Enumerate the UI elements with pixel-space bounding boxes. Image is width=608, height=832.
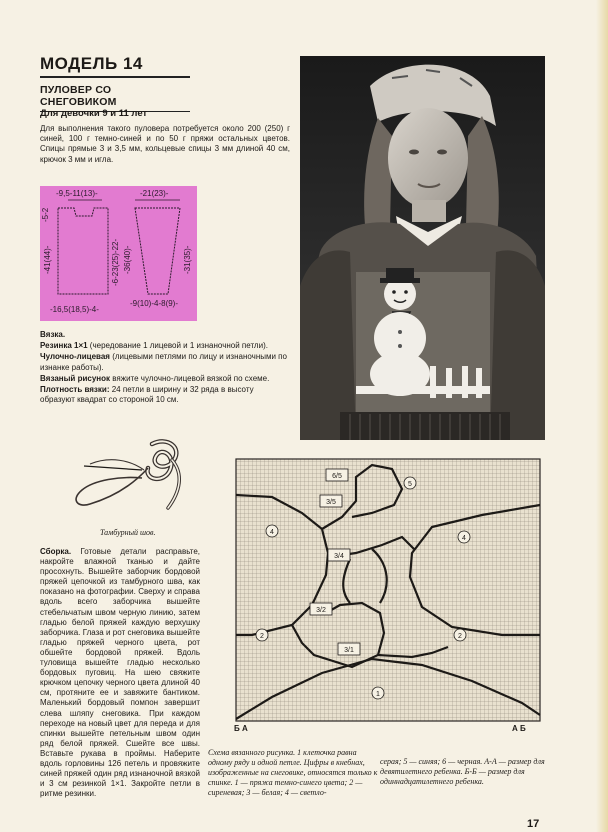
density-label: Плотность вязки: bbox=[40, 385, 110, 395]
front-side-measure: -5-2 bbox=[41, 207, 50, 222]
stitch-caption: Тамбурный шов. bbox=[100, 528, 156, 537]
front-top-measure: -9,5-11(13)- bbox=[56, 189, 98, 198]
chart-label: 3/2 bbox=[316, 607, 326, 614]
chain-stitch-illustration bbox=[60, 426, 190, 526]
density-text: 24 петли в ширину и 32 ряда в высоту образуют квадрат со стороной 10 см. bbox=[40, 385, 254, 405]
page-edge bbox=[596, 0, 608, 832]
rib-label: Резинка 1×1 bbox=[40, 341, 88, 351]
chart-label: 3/4 bbox=[334, 553, 344, 560]
front-mid-measure: -6-23(25)-22- bbox=[111, 238, 120, 286]
sleeve-side-measure: -31(35)- bbox=[183, 245, 192, 274]
chart-label: 3/1 bbox=[344, 647, 354, 654]
jacquard-text: вяжите чулочно-лицевой вязкой по схеме. bbox=[112, 373, 270, 383]
sleeve-top-measure: -21(23)- bbox=[140, 189, 169, 198]
assembly-instructions bbox=[40, 547, 200, 799]
chart-label: 3/5 bbox=[326, 499, 336, 506]
model-photo bbox=[300, 56, 545, 440]
page-number: 17 bbox=[527, 818, 540, 830]
knitting-heading: Вязка. bbox=[40, 330, 66, 339]
sleeve-height-measure: -36(40)- bbox=[123, 245, 132, 274]
chart-label: 4 bbox=[462, 535, 466, 542]
knitting-chart bbox=[232, 457, 552, 735]
chart-caption-second: серая; 5 — синяя; 6 — черная. А-А — размер для девятилетнего ребенка. Б-Б — размер для одиннадцатилетнего ребенка. bbox=[380, 757, 545, 786]
assembly-text: Готовые детали расправьте, накройте влажной тканью и дайте просохнуть. Вышейте заборчик бордовой пряжей цепочкой из тамбурного шва, как показано на фотографии. Сверху и справа вдоль всего заборчика вышейте стебельчатым швом черную линию, затем гладью белой пряжей каждую верхушку заборчика. Глаза и рот снеговика вышейте гладью пряжей черного цвета, рот обшейте бордовой пряжей. Вдоль туловища вышейте гладью несколько бордовых пуговиц. На шею свяжите крючком цепочку черного цвета длиной 40 см, протяните ее и завяжите бантиком. Маленький бордовый помпон завершит слева шляпу снеговика. При каждом переходе на новый цвет для переда и для спинки вышейте петельным швом один ряд белой пряжей. Сшейте все швы. Вставьте рукава в проймы. Наберите вдоль горловины 126 петель и провяжите синей пряжей один ряд изнаночной вязкой и 3 см резинкой 1×1. Закройте петли в ритме резинки. bbox=[40, 547, 200, 799]
stockinette-text: (лицевыми петлями по лицу и изнаночными по изнанке работы). bbox=[40, 352, 287, 372]
chart-label: 6/5 bbox=[332, 473, 342, 480]
chart-label: 4 bbox=[270, 529, 274, 536]
model-title: МОДЕЛЬ 14 bbox=[40, 54, 190, 78]
assembly-label: Сборка. bbox=[40, 547, 72, 556]
jacquard-label: Вязаный рисунок bbox=[40, 373, 110, 383]
front-bottom-measure: -16,5(18,5)-4- bbox=[50, 305, 99, 314]
intro-paragraph: Для выполнения такого пуловера потребуется около 200 (250) г синей, 100 г темно-синей и по 50 г пряжи остальных цветов. Спицы прямые 3 и 3,5 мм, кольцевые спицы 3 мм длиной 40 см, крючок 3 мм и игла. bbox=[40, 124, 290, 164]
chart-label: 1 bbox=[376, 691, 380, 698]
chart-caption-first: Схема вязанного рисунка. 1 клеточка равна одному ряду и одной петле. Цифры в кнебнах, изображенные на снеговике, относятся только к спинке. 1 — пряжа темно-синего цвета; 2 — сиреневая; 3 — белая; 4 — светло- bbox=[208, 748, 378, 797]
pattern-subtitle: ПУЛОВЕР СО СНЕГОВИКОМ bbox=[40, 84, 190, 112]
sleeve-bottom-measure: -9(10)-4-8(9)- bbox=[130, 299, 179, 308]
rib-text: (чередование 1 лицевой и 1 изнаночной петли). bbox=[89, 341, 268, 351]
knitting-notes bbox=[40, 330, 290, 406]
chart-label: 2 bbox=[260, 633, 264, 640]
chart-label: 2 bbox=[458, 633, 462, 640]
chart-label: 5 bbox=[408, 481, 412, 488]
front-height-measure: -41(44)- bbox=[43, 245, 52, 274]
pattern-schematic bbox=[40, 186, 197, 321]
stockinette-label: Чулочно-лицевая bbox=[40, 352, 110, 362]
size-note: Для девочки 9 и 11 лет bbox=[40, 108, 148, 119]
chart-corner-right: А Б bbox=[512, 724, 526, 733]
chart-corner-left: Б А bbox=[234, 724, 248, 733]
